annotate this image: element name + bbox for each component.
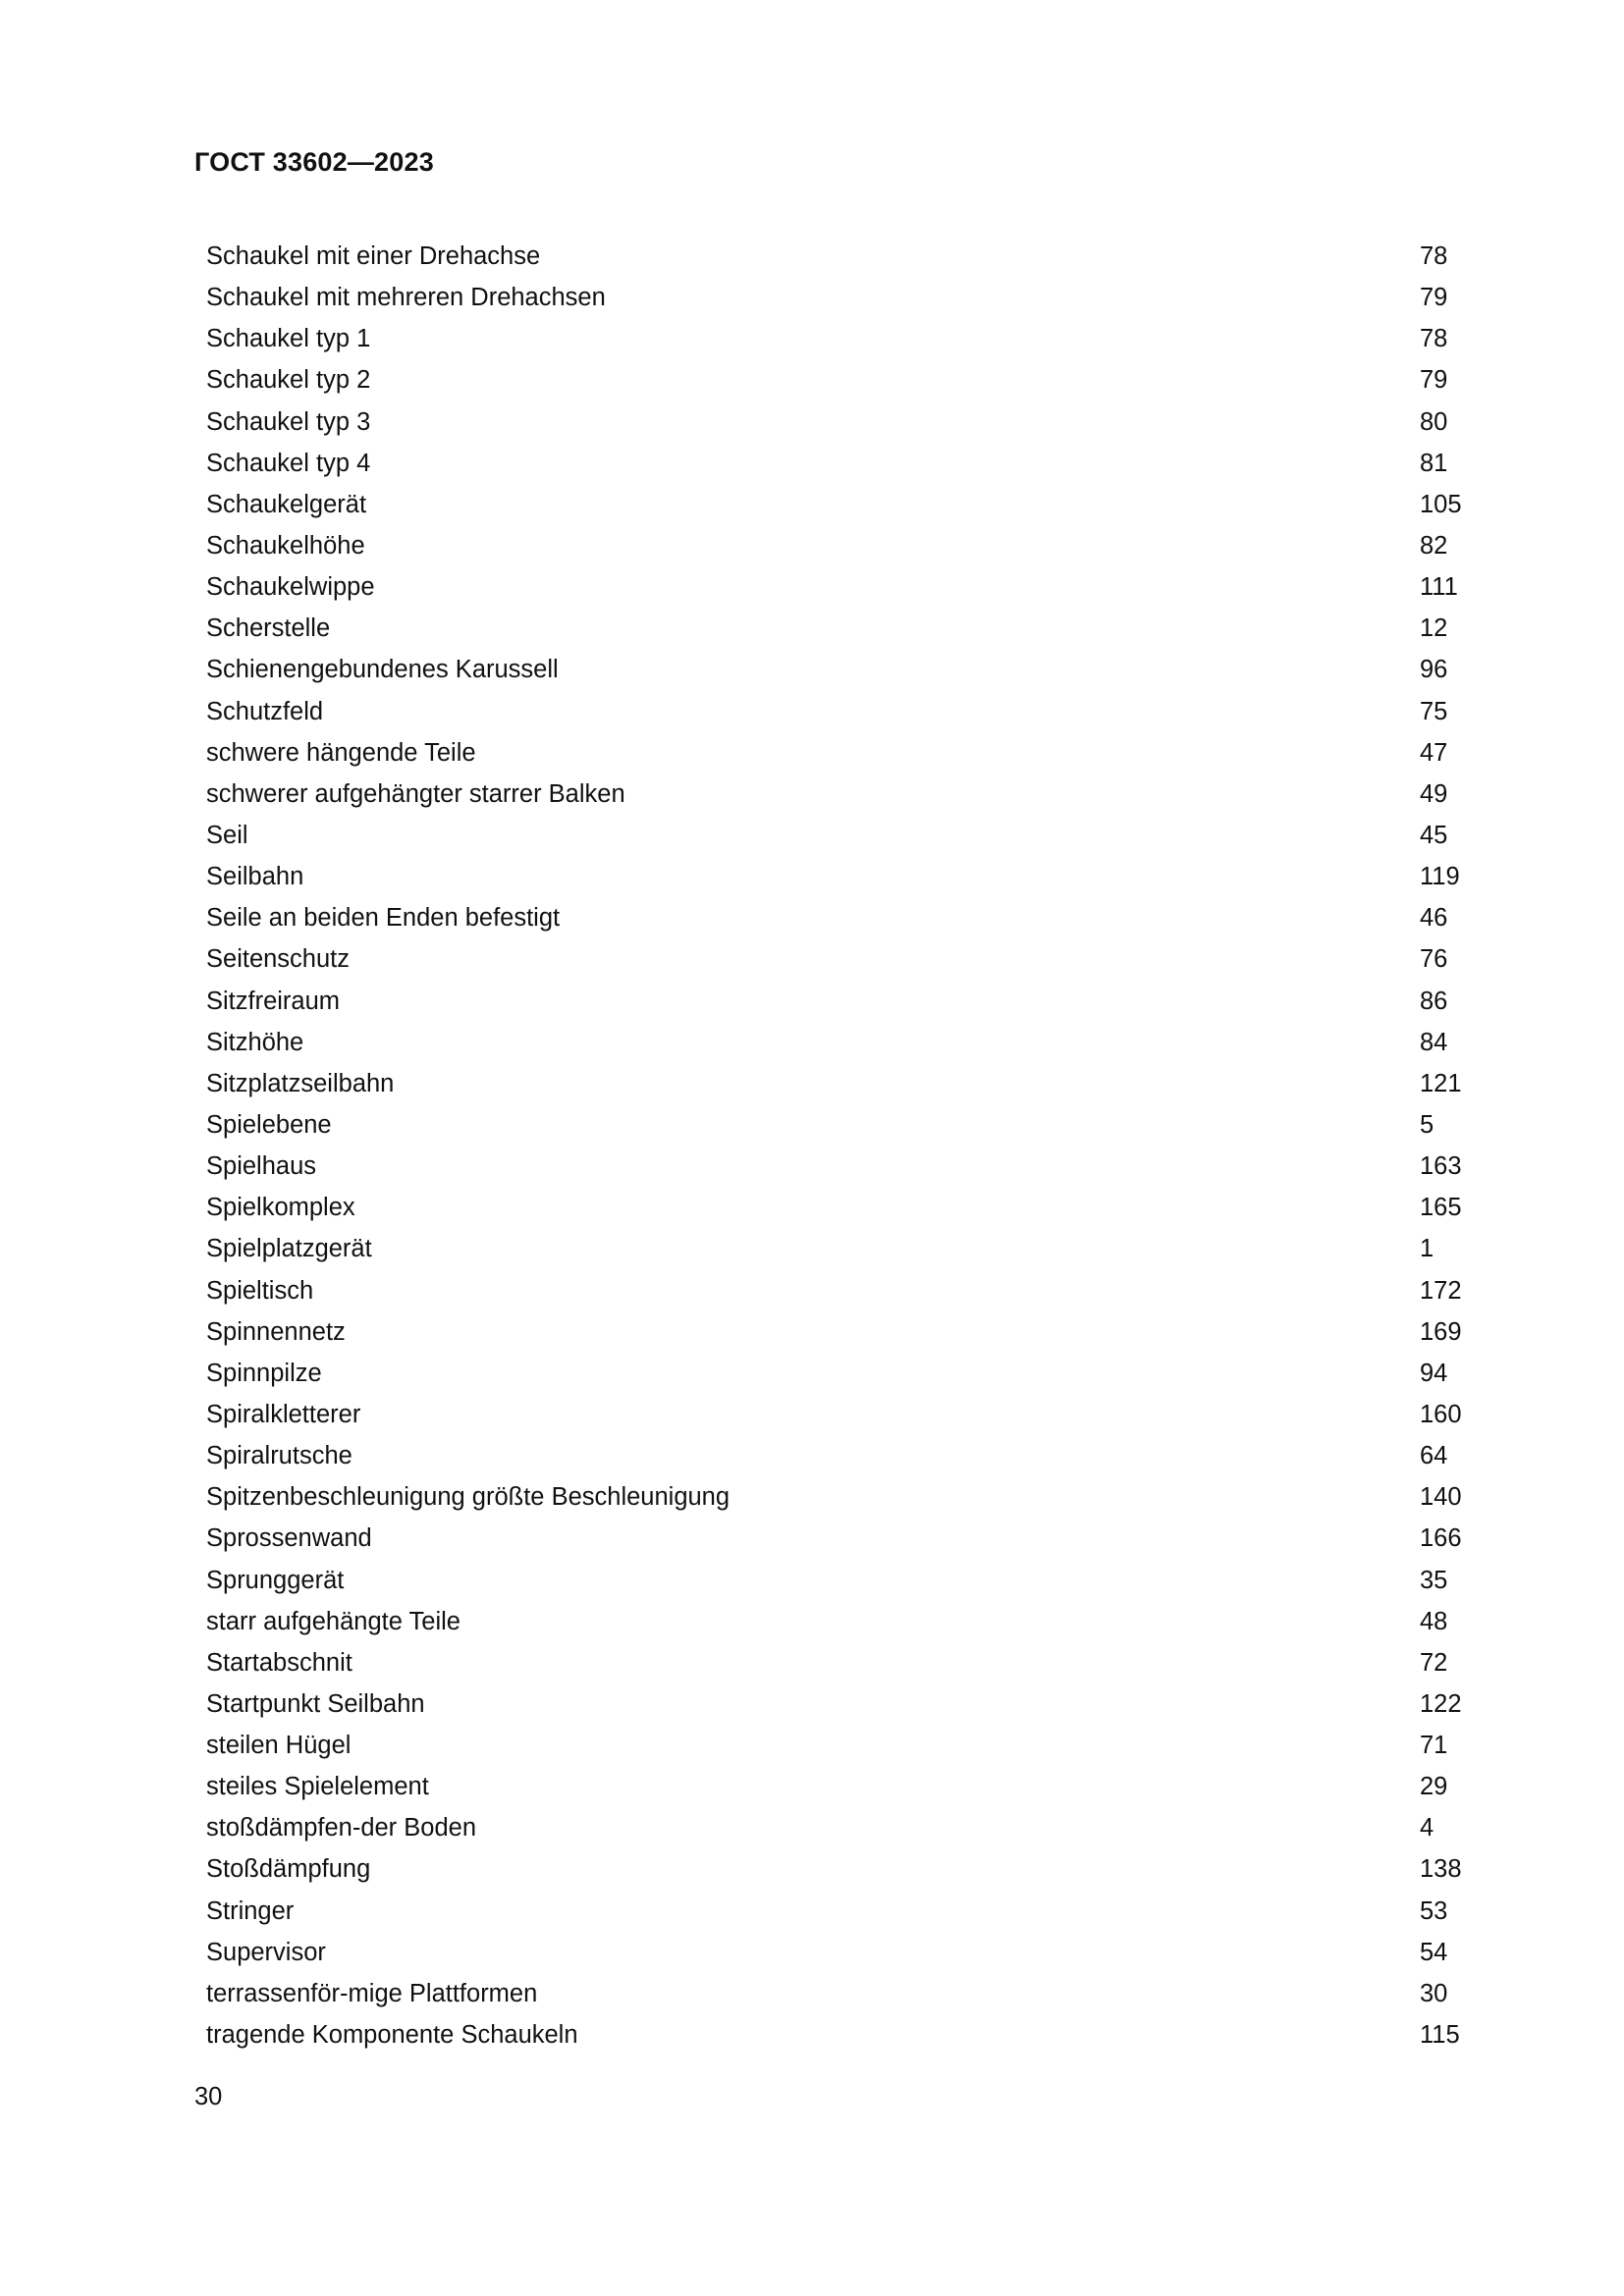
- index-ref-number: 140: [1420, 1483, 1462, 1512]
- index-ref-number: 160: [1420, 1400, 1462, 1428]
- index-ref-number: 166: [1420, 1524, 1462, 1553]
- index-term: Schaukel typ 2: [206, 366, 371, 395]
- index-entry: [206, 1104, 1483, 1146]
- index-ref-number: 96: [1420, 656, 1448, 684]
- index-term: Spielplatzgerät: [206, 1235, 372, 1263]
- index-term: stoßdämpfen-der Boden: [206, 1814, 476, 1842]
- index-entry: [206, 1146, 1483, 1187]
- index-entry: [206, 1973, 1483, 2014]
- index-entry: [206, 484, 1483, 525]
- page-number: 30: [194, 2083, 223, 2110]
- index-term: Spitzenbeschleunigung größte Beschleunigung: [206, 1483, 731, 1512]
- index-entry: [206, 1932, 1483, 1973]
- index-entry: [206, 1807, 1483, 1848]
- index-entry: [206, 1311, 1483, 1353]
- index-entry: [206, 1518, 1483, 1559]
- index-term: schwerer aufgehängter starrer Balken: [206, 779, 625, 808]
- index-entry: [206, 1270, 1483, 1311]
- index-ref-number: 45: [1420, 821, 1448, 849]
- index-entry: [206, 774, 1483, 815]
- index-entry: [206, 1848, 1483, 1890]
- index-ref-number: 163: [1420, 1152, 1462, 1181]
- index-term: Schaukel typ 4: [206, 449, 371, 477]
- index-ref-number: 35: [1420, 1566, 1448, 1594]
- index-ref-number: 75: [1420, 697, 1448, 725]
- index-ref-number: 5: [1420, 1110, 1435, 1139]
- index-entry: [206, 1063, 1483, 1104]
- index-ref-number: 165: [1420, 1194, 1462, 1222]
- index-entry: [206, 1435, 1483, 1476]
- index-entry: [206, 649, 1483, 690]
- index-term: Spielebene: [206, 1110, 332, 1139]
- index-ref-number: 172: [1420, 1276, 1462, 1305]
- index-entry: [206, 815, 1483, 856]
- index-term: starr aufgehängte Teile: [206, 1607, 460, 1635]
- index-ref-number: 71: [1420, 1732, 1448, 1760]
- index-term: Schaukel mit einer Drehachse: [206, 242, 541, 270]
- index-term: Spinnennetz: [206, 1317, 346, 1346]
- index-ref-number: 115: [1420, 2021, 1460, 2050]
- index-ref-number: 138: [1420, 1855, 1462, 1884]
- index-ref-number: 86: [1420, 987, 1448, 1015]
- index-term: Seitenschutz: [206, 945, 351, 974]
- index-term: Schaukelgerät: [206, 490, 367, 518]
- index-entry: [206, 1766, 1483, 1807]
- index-term: Sprossenwand: [206, 1524, 372, 1553]
- index-term: Supervisor: [206, 1938, 326, 1966]
- index-entry: [206, 856, 1483, 897]
- index-ref-number: 4: [1420, 1814, 1435, 1842]
- index-entry: [206, 1642, 1483, 1683]
- index-term: Startabschnit: [206, 1648, 352, 1677]
- index-term: Spinnpilze: [206, 1359, 322, 1387]
- index-entry: [206, 1022, 1483, 1063]
- index-term: terrassenför-mige Plattformen: [206, 1979, 538, 2007]
- index-ref-number: 105: [1420, 490, 1462, 518]
- index-ref-number: 121: [1420, 1069, 1462, 1097]
- index-ref-number: 72: [1420, 1648, 1448, 1677]
- index-ref-number: 169: [1420, 1317, 1462, 1346]
- index-ref-number: 54: [1420, 1938, 1448, 1966]
- index-ref-number: 47: [1420, 738, 1448, 767]
- index-ref-number: 30: [1420, 1979, 1448, 2007]
- index-term: Schaukel mit mehreren Drehachsen: [206, 284, 606, 312]
- index-entry: [206, 236, 1483, 277]
- index-term: Spielhaus: [206, 1152, 316, 1181]
- index-term: Schaukelwippe: [206, 573, 375, 602]
- index-ref-number: 76: [1420, 945, 1448, 974]
- index-entry: [206, 1560, 1483, 1601]
- index-term: Seile an beiden Enden befestigt: [206, 904, 561, 933]
- index-entry: [206, 691, 1483, 732]
- index-term: Scherstelle: [206, 614, 331, 643]
- index-term: Stoßdämpfung: [206, 1855, 371, 1884]
- index-entry: [206, 359, 1483, 400]
- index-entry: [206, 1891, 1483, 1932]
- index-ref-number: 80: [1420, 407, 1448, 436]
- index-ref-number: 94: [1420, 1359, 1448, 1387]
- index-entry: [206, 443, 1483, 484]
- index-entry: [206, 732, 1483, 774]
- index-ref-number: 12: [1420, 614, 1448, 643]
- index-ref-number: 29: [1420, 1773, 1448, 1801]
- page-title: ГОСТ 33602—2023: [194, 147, 434, 177]
- index-ref-number: 84: [1420, 1028, 1448, 1056]
- index-term: Seilbahn: [206, 863, 304, 891]
- index-entry: [206, 1725, 1483, 1766]
- index-entry: [206, 277, 1483, 318]
- index-ref-number: 79: [1420, 366, 1448, 395]
- index-ref-number: 46: [1420, 904, 1448, 933]
- index-ref-number: 78: [1420, 325, 1448, 353]
- index-term: Sitzhöhe: [206, 1028, 304, 1056]
- index-entry: [206, 1228, 1483, 1269]
- index-term: Sitzfreiraum: [206, 987, 341, 1015]
- index-entry: [206, 2014, 1483, 2056]
- index-ref-number: 111: [1420, 573, 1458, 602]
- index-term: Startpunkt Seilbahn: [206, 1689, 425, 1718]
- index-entry: [206, 318, 1483, 359]
- index-term: Spielkomplex: [206, 1194, 355, 1222]
- index-entry: [206, 1476, 1483, 1518]
- index-entry: [206, 938, 1483, 980]
- index-ref-number: 78: [1420, 242, 1448, 270]
- index-entry: [206, 566, 1483, 608]
- index-entry: [206, 401, 1483, 443]
- index-entry: [206, 897, 1483, 938]
- index-ref-number: 48: [1420, 1607, 1448, 1635]
- index-ref-number: 64: [1420, 1442, 1448, 1470]
- index-term: tragende Komponente Schaukeln: [206, 2021, 578, 2050]
- index-entry: [206, 1683, 1483, 1725]
- index-term: Seil: [206, 821, 248, 849]
- index-term: Spiralkletterer: [206, 1400, 361, 1428]
- index-list: [206, 236, 1483, 2056]
- index-ref-number: 81: [1420, 449, 1448, 477]
- index-entry: [206, 981, 1483, 1022]
- index-ref-number: 79: [1420, 284, 1448, 312]
- index-entry: [206, 525, 1483, 566]
- index-ref-number: 53: [1420, 1896, 1448, 1925]
- index-ref-number: 49: [1420, 779, 1448, 808]
- index-term: schwere hängende Teile: [206, 738, 476, 767]
- index-term: Sprunggerät: [206, 1566, 345, 1594]
- index-term: Schutzfeld: [206, 697, 324, 725]
- index-ref-number: 122: [1420, 1689, 1462, 1718]
- index-term: Spieltisch: [206, 1276, 314, 1305]
- index-term: Spiralrutsche: [206, 1442, 352, 1470]
- index-entry: [206, 1187, 1483, 1228]
- index-entry: [206, 1394, 1483, 1435]
- index-term: Schienengebundenes Karussell: [206, 656, 559, 684]
- index-term: Schaukelhöhe: [206, 531, 365, 560]
- index-entry: [206, 1353, 1483, 1394]
- index-term: Sitzplatzseilbahn: [206, 1069, 395, 1097]
- index-term: Schaukel typ 3: [206, 407, 371, 436]
- index-term: steiles Spielelement: [206, 1773, 429, 1801]
- index-ref-number: 119: [1420, 863, 1460, 891]
- index-term: steilen Hügel: [206, 1732, 352, 1760]
- index-ref-number: 82: [1420, 531, 1448, 560]
- index-entry: [206, 608, 1483, 649]
- index-ref-number: 1: [1420, 1235, 1435, 1263]
- index-term: Stringer: [206, 1896, 295, 1925]
- index-term: Schaukel typ 1: [206, 325, 371, 353]
- index-entry: [206, 1601, 1483, 1642]
